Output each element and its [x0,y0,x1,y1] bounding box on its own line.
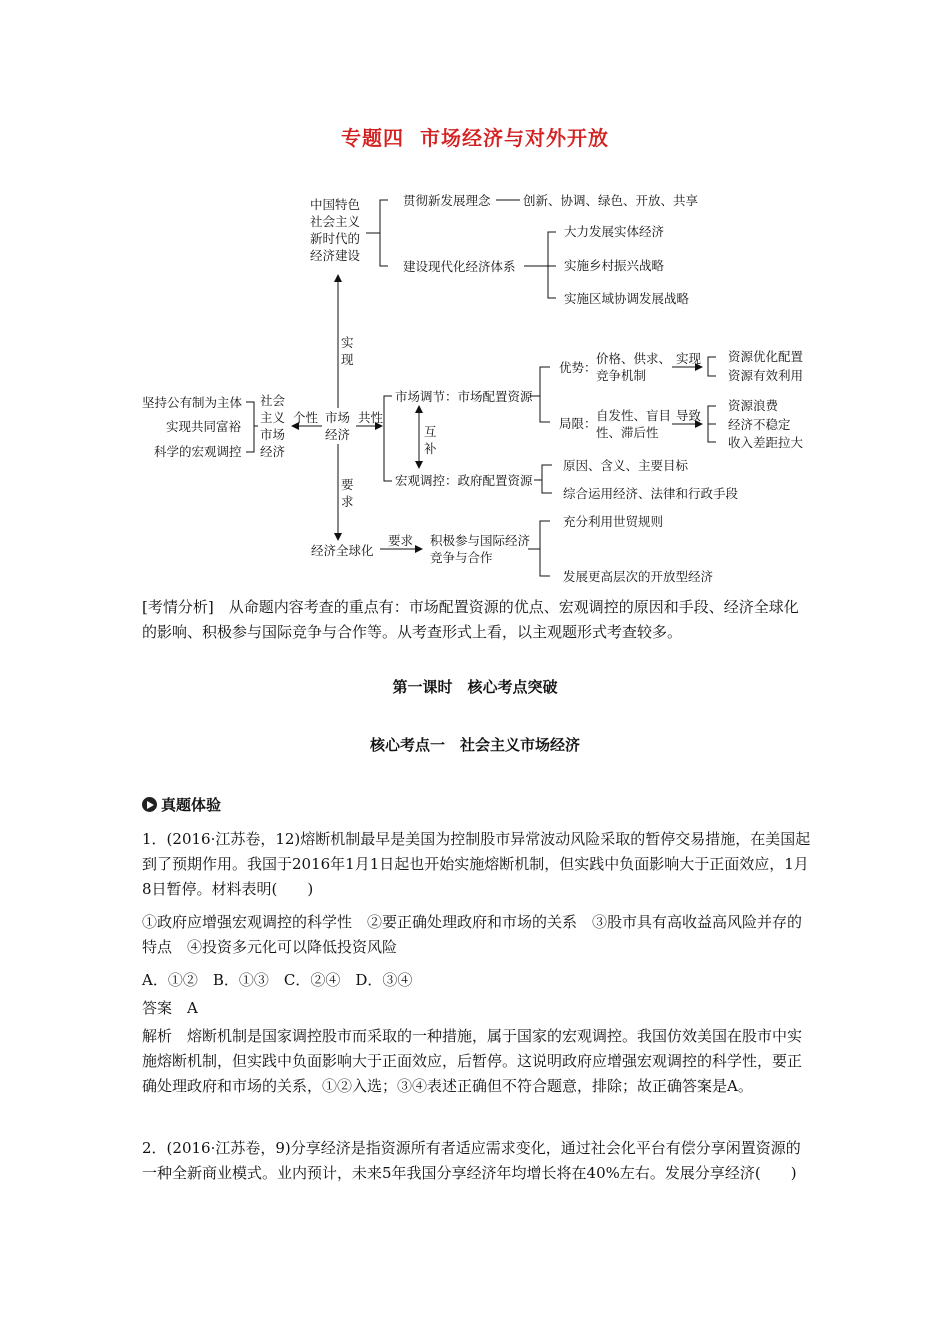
macro-item: 综合运用经济、法律和行政手段 [563,486,739,501]
top-branch1: 贯彻新发展理念 [403,193,491,208]
socialist-market-economy [260,392,290,460]
realize-char: 现 [341,352,354,367]
require-horizontal: 要求 [388,533,414,548]
realize-vertical [341,334,357,368]
limit-result: 收入差距拉大 [728,435,804,450]
mutual-char: 互 [424,424,437,439]
limit-result: 经济不稳定 [728,417,791,432]
sme-line: 市场 [260,427,286,442]
market-economy [325,409,355,443]
lead-to-label: 导致 [676,408,702,423]
concept-map-lines [0,0,950,600]
advantage-label: 优势： [559,360,597,375]
require-char: 求 [341,494,354,509]
me-line: 经济 [325,427,351,442]
advantage-line: 竞争机制 [596,368,647,383]
concept-map [0,0,950,600]
section-header [142,794,221,815]
limit-text [596,407,676,441]
participate-line: 积极参与国际经济 [430,533,531,548]
mutual-vertical [424,423,440,457]
limit-label: 局限： [559,416,597,431]
question-1-explanation: 解析 熔断机制是国家调控股市而采取的一种措施，属于国家的宏观调控。我国仿效美国在股市中实施熔断机制，但实践中负面影响大于正面效应，后暂停。这说明政府应增强宏观调控的科学性，要正确处理政府和市场的关系，①②入选；③④表述正确但不符合题意，排除；故正确答案是A。 [142,1027,803,1095]
lesson-title: 第一课时 核心考点突破 [392,678,558,696]
participate-item: 充分利用世贸规则 [563,514,664,529]
limit-line: 自发性、盲目 [596,408,672,423]
participate-line: 竞争与合作 [430,550,493,565]
sme-line: 经济 [260,444,286,459]
market-regulation: 市场调节：市场配置资源 [395,389,533,404]
top-block-line: 新时代的 [310,231,361,246]
advantage-text [596,350,676,384]
mutual-char: 补 [424,441,437,456]
limit-line: 性、滞后性 [596,425,659,440]
advantage-result: 资源有效利用 [728,368,804,383]
question-1-options: ①政府应增强宏观调控的科学性 ②要正确处理政府和市场的关系 ③股市具有高收益高风险并存的特点 ④投资多元化可以降低投资风险 [142,913,803,956]
section-label: 真题体验 [161,796,222,814]
require-vertical [341,476,357,510]
limit-result: 资源浪费 [728,398,779,413]
participate-item: 发展更高层次的开放型经济 [563,569,714,584]
sme-line: 社会 [260,393,286,408]
question-1-answer: 答案 A [142,999,198,1017]
require-char: 要 [341,477,354,492]
top-block-line: 经济建设 [310,248,361,263]
individuality-label: 个性 [293,410,319,425]
top-branch2-item: 实施区域协调发展战略 [564,291,690,306]
realize-horizontal: 实现 [676,351,702,366]
top-branch2-item: 大力发展实体经济 [564,224,665,239]
me-line: 市场 [325,410,351,425]
left-item: 科学的宏观调控 [154,444,242,459]
top-branch2: 建设现代化经济体系 [403,259,516,274]
left-item: 实现共同富裕 [166,419,242,434]
question-1-choices: A．①② B．①③ C．②④ D．③④ [142,971,413,989]
advantage-result: 资源优化配置 [728,349,804,364]
top-branch2-item: 实施乡村振兴战略 [564,258,665,273]
play-circle-icon [142,797,157,812]
top-block [310,196,370,264]
participate [430,532,540,566]
top-branch1-detail: 创新、协调、绿色、开放、共享 [523,193,699,208]
point-title: 核心考点一 社会主义市场经济 [369,736,580,754]
page-title [0,122,950,151]
macro-item: 原因、含义、主要目标 [563,458,689,473]
top-block-line: 社会主义 [310,214,361,229]
left-item: 坚持公有制为主体 [142,395,243,410]
title-prefix: 专题四 [341,126,405,150]
globalization: 经济全球化 [311,543,374,558]
commonality-label: 共性 [358,410,384,425]
macro-control: 宏观调控：政府配置资源 [395,473,533,488]
advantage-line: 价格、供求、 [596,351,672,366]
sme-line: 主义 [260,410,286,425]
question-1-stem: 1．(2016·江苏卷，12)熔断机制最早是美国为控制股市异常波动风险采取的暂停交易措施，在美国起到了预期作用。我国于2016年1月1日起也开始实施熔断机制，但实践中负面影响大于正面效应，1月8日暂停。材料表明( ) [142,830,811,898]
exam-analysis: [考情分析] 从命题内容考查的重点有：市场配置资源的优点、宏观调控的原因和手段、经济全球化的影响、积极参与国际竞争与合作等。从考查形式上看，以主观题形式考查较多。 [142,598,799,641]
title-main: 市场经济与对外开放 [419,126,609,150]
top-block-line: 中国特色 [310,197,361,212]
question-2-stem: 2．(2016·江苏卷，9)分享经济是指资源所有者适应需求变化，通过社会化平台有偿分享闲置资源的一种全新商业模式。业内预计，未来5年我国分享经济年均增长将在40%左右。发展分享经济( ) [142,1139,801,1182]
realize-char: 实 [341,335,354,350]
